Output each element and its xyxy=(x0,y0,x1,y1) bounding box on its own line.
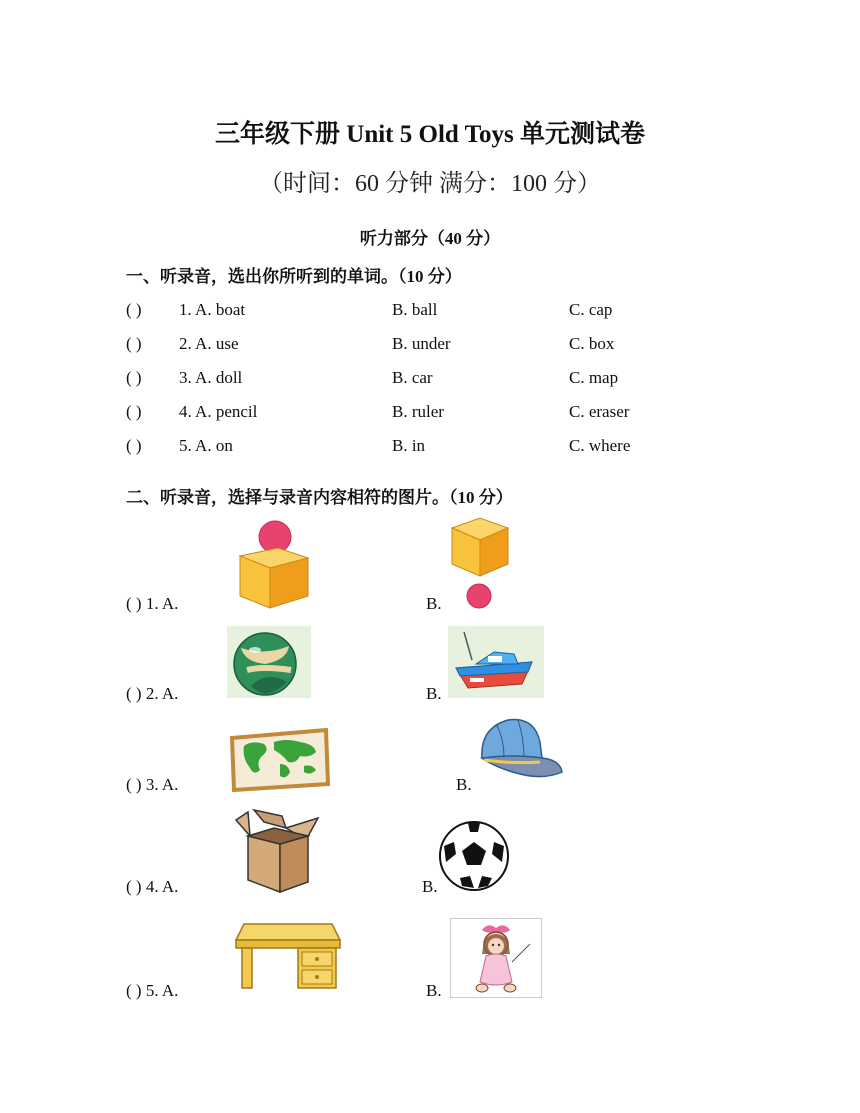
picture-question-label[interactable]: ( ) 2. A. xyxy=(126,684,179,703)
answer-blank[interactable]: ( ) xyxy=(126,436,142,455)
page-title: 三年级下册 Unit 5 Old Toys 单元测试卷 xyxy=(215,121,645,148)
soccer-ball-picture[interactable] xyxy=(438,820,514,892)
answer-blank[interactable]: ( ) xyxy=(126,402,142,421)
option-c: C. cap xyxy=(569,300,613,319)
option-b: B. ball xyxy=(392,300,438,319)
option-b: B. car xyxy=(392,368,433,387)
picture-question-label[interactable]: ( ) 5. A. xyxy=(126,981,179,1000)
option-b: B. in xyxy=(392,436,426,455)
question-row xyxy=(126,300,746,324)
answer-blank[interactable]: ( ) xyxy=(126,300,142,319)
question-row xyxy=(126,334,746,358)
question-row xyxy=(126,436,746,460)
answer-blank[interactable]: ( ) xyxy=(126,334,142,353)
answer-blank[interactable]: ( ) xyxy=(126,368,142,387)
exam-info: （时间：60 分钟 满分：100 分） xyxy=(259,171,601,197)
option-b: B. ruler xyxy=(392,402,444,421)
cap-picture[interactable] xyxy=(474,714,564,786)
ball-on-box-picture[interactable] xyxy=(236,518,312,612)
question-row xyxy=(126,368,746,392)
doll-picture[interactable] xyxy=(450,918,542,998)
option-c: C. eraser xyxy=(569,402,630,421)
picture-question-label[interactable]: ( ) 4. A. xyxy=(126,877,179,896)
option-c: C. where xyxy=(569,436,631,455)
section-heading: 听力部分（40 分） xyxy=(359,229,501,248)
question-row xyxy=(126,402,746,426)
option-a: 1. A. boat xyxy=(179,300,246,319)
desk-picture[interactable] xyxy=(234,918,342,992)
option-a: 3. A. doll xyxy=(179,368,243,387)
option-c: C. box xyxy=(569,334,615,353)
cardboard-box-picture[interactable] xyxy=(234,806,322,896)
part2-title: 二、听录音，选择与录音内容相符的图片。（10 分） xyxy=(126,488,513,507)
option-b-label: B. xyxy=(426,981,442,1000)
option-b: B. under xyxy=(392,334,451,353)
toy-boat-picture[interactable] xyxy=(448,626,544,698)
option-c: C. map xyxy=(569,368,619,387)
option-a: 4. A. pencil xyxy=(179,402,258,421)
option-a: 5. A. on xyxy=(179,436,233,455)
part1-title: 一、听录音，选出你所听到的单词。（10 分） xyxy=(126,267,462,286)
option-b-label: B. xyxy=(422,877,438,896)
ball-under-box-picture[interactable] xyxy=(446,516,512,612)
world-map-picture[interactable] xyxy=(230,728,330,792)
option-b-label: B. xyxy=(426,684,442,703)
beach-ball-picture[interactable] xyxy=(227,626,311,698)
picture-question-label[interactable]: ( ) 3. A. xyxy=(126,775,179,794)
picture-question-label[interactable]: ( ) 1. A. xyxy=(126,594,179,613)
option-b-label: B. xyxy=(456,775,472,794)
option-b-label: B. xyxy=(426,594,442,613)
option-a: 2. A. use xyxy=(179,334,239,353)
